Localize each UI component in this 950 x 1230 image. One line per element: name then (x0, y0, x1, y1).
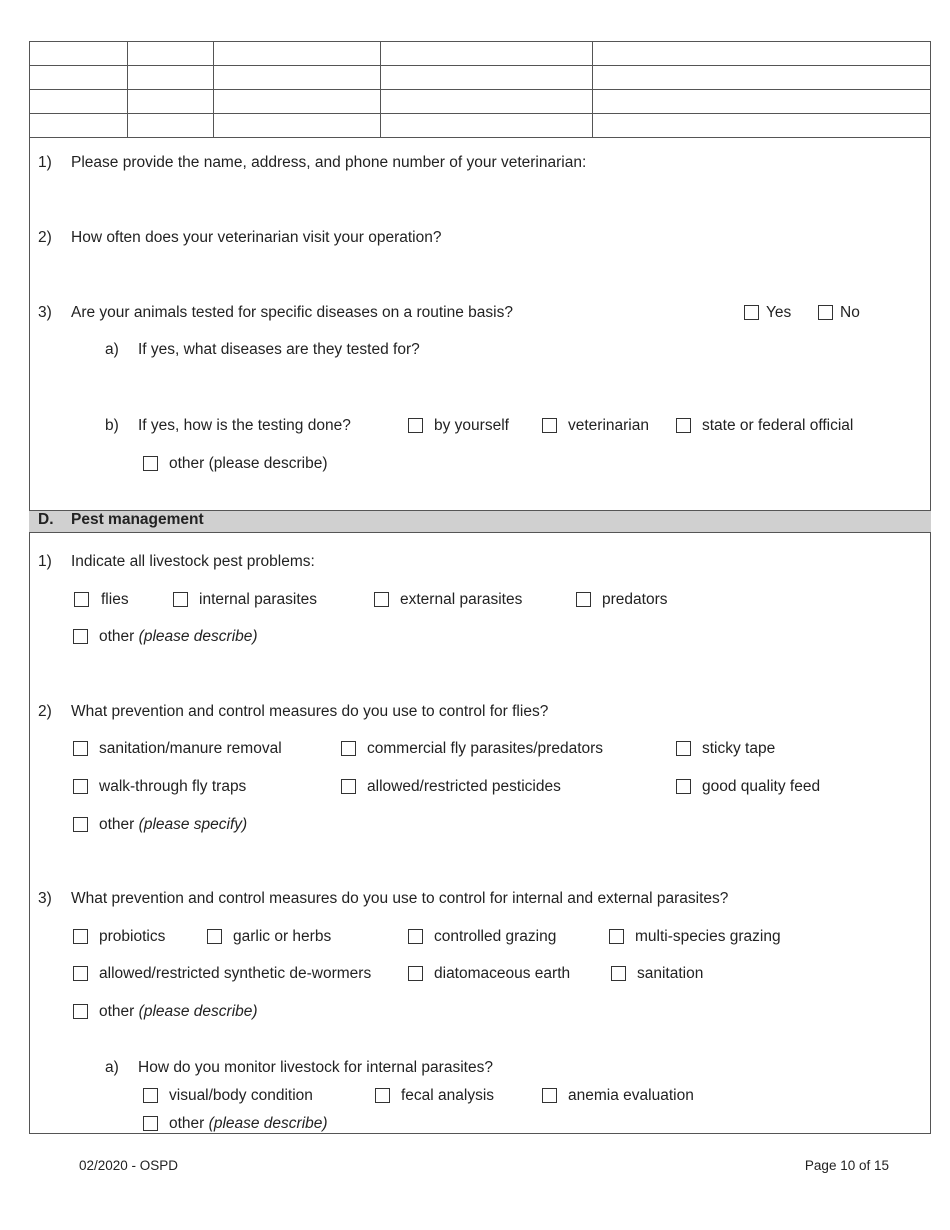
pest-other-checkbox[interactable] (73, 629, 88, 644)
pest-other-label: other (please describe) (99, 628, 258, 645)
c-q3-number: 3) (38, 304, 52, 321)
parasites-other-checkbox[interactable] (73, 1004, 88, 1019)
sticky-tape-checkbox[interactable] (676, 741, 691, 756)
flies-checkbox[interactable] (74, 592, 89, 607)
flies-label: flies (101, 591, 129, 608)
good-quality-feed-label: good quality feed (702, 778, 821, 795)
no-label: No (840, 304, 860, 321)
pesticides-label: allowed/restricted pesticides (367, 778, 561, 795)
d-q3-number: 3) (38, 890, 52, 907)
testing-other-checkbox[interactable] (143, 456, 158, 471)
d-q3a-label: a) (105, 1059, 119, 1076)
yes-label: Yes (766, 304, 792, 321)
d-q3a-text: How do you monitor livestock for internal parasites? (138, 1059, 493, 1076)
veterinarian-checkbox[interactable] (542, 418, 557, 433)
sanitation-manure-label: sanitation/manure removal (99, 740, 282, 757)
d-q1-text: Indicate all livestock pest problems: (71, 553, 315, 570)
c-q3b-label: b) (105, 417, 119, 434)
pesticides-checkbox[interactable] (341, 779, 356, 794)
c-q1-number: 1) (38, 154, 52, 171)
anemia-evaluation-label: anemia evaluation (568, 1087, 694, 1104)
probiotics-label: probiotics (99, 928, 166, 945)
walk-through-traps-label: walk-through fly traps (99, 778, 247, 795)
by-yourself-label: by yourself (434, 417, 509, 434)
multi-species-grazing-label: multi-species grazing (635, 928, 781, 945)
internal-parasites-checkbox[interactable] (173, 592, 188, 607)
d-q2-number: 2) (38, 703, 52, 720)
by-yourself-checkbox[interactable] (408, 418, 423, 433)
monitor-other-checkbox[interactable] (143, 1116, 158, 1131)
controlled-grazing-label: controlled grazing (434, 928, 557, 945)
flies-other-checkbox[interactable] (73, 817, 88, 832)
c-q2-number: 2) (38, 229, 52, 246)
garlic-herbs-checkbox[interactable] (207, 929, 222, 944)
garlic-herbs-label: garlic or herbs (233, 928, 332, 945)
parasites-other-label: other (please describe) (99, 1003, 258, 1020)
sanitation-checkbox[interactable] (611, 966, 626, 981)
veterinarian-label: veterinarian (568, 417, 649, 434)
flies-other-label: other (please specify) (99, 816, 248, 833)
d-q2-text: What prevention and control measures do you use to control for flies? (71, 703, 549, 720)
predators-label: predators (602, 591, 668, 608)
no-checkbox[interactable] (818, 305, 833, 320)
c-q3-text: Are your animals tested for specific diseases on a routine basis? (71, 304, 513, 321)
state-federal-official-checkbox[interactable] (676, 418, 691, 433)
commercial-fly-parasites-label: commercial fly parasites/predators (367, 740, 604, 757)
d-q3-text: What prevention and control measures do you use to control for internal and external parasites? (71, 890, 729, 907)
footer-page-number: Page 10 of 15 (804, 1158, 889, 1173)
diatomaceous-earth-checkbox[interactable] (408, 966, 423, 981)
c-q2-text: How often does your veterinarian visit your operation? (71, 229, 442, 246)
yes-checkbox[interactable] (744, 305, 759, 320)
commercial-fly-parasites-checkbox[interactable] (341, 741, 356, 756)
visual-body-condition-label: visual/body condition (169, 1087, 313, 1104)
good-quality-feed-checkbox[interactable] (676, 779, 691, 794)
predators-checkbox[interactable] (576, 592, 591, 607)
external-parasites-label: external parasites (400, 591, 523, 608)
c-q3a-text: If yes, what diseases are they tested for? (138, 341, 420, 358)
fecal-analysis-checkbox[interactable] (375, 1088, 390, 1103)
state-federal-official-label: state or federal official (702, 417, 854, 434)
controlled-grazing-checkbox[interactable] (408, 929, 423, 944)
testing-other-label: other (please describe) (169, 455, 328, 472)
external-parasites-checkbox[interactable] (374, 592, 389, 607)
d-q1-number: 1) (38, 553, 52, 570)
probiotics-checkbox[interactable] (73, 929, 88, 944)
c-q1-text: Please provide the name, address, and phone number of your veterinarian: (71, 154, 587, 171)
footer-date: 02/2020 - OSPD (79, 1158, 179, 1173)
walk-through-traps-checkbox[interactable] (73, 779, 88, 794)
c-q3a-label: a) (105, 341, 119, 358)
de-wormers-label: allowed/restricted synthetic de-wormers (99, 965, 372, 982)
monitor-other-label: other (please describe) (169, 1115, 328, 1132)
sanitation-label: sanitation (637, 965, 704, 982)
sticky-tape-label: sticky tape (702, 740, 776, 757)
diatomaceous-earth-label: diatomaceous earth (434, 965, 571, 982)
c-q3b-text: If yes, how is the testing done? (138, 417, 351, 434)
multi-species-grazing-checkbox[interactable] (609, 929, 624, 944)
sanitation-manure-checkbox[interactable] (73, 741, 88, 756)
section-d-letter: D. (38, 511, 54, 528)
de-wormers-checkbox[interactable] (73, 966, 88, 981)
internal-parasites-label: internal parasites (199, 591, 318, 608)
anemia-evaluation-checkbox[interactable] (542, 1088, 557, 1103)
fecal-analysis-label: fecal analysis (401, 1087, 495, 1104)
visual-body-condition-checkbox[interactable] (143, 1088, 158, 1103)
section-d-title: Pest management (71, 511, 204, 528)
